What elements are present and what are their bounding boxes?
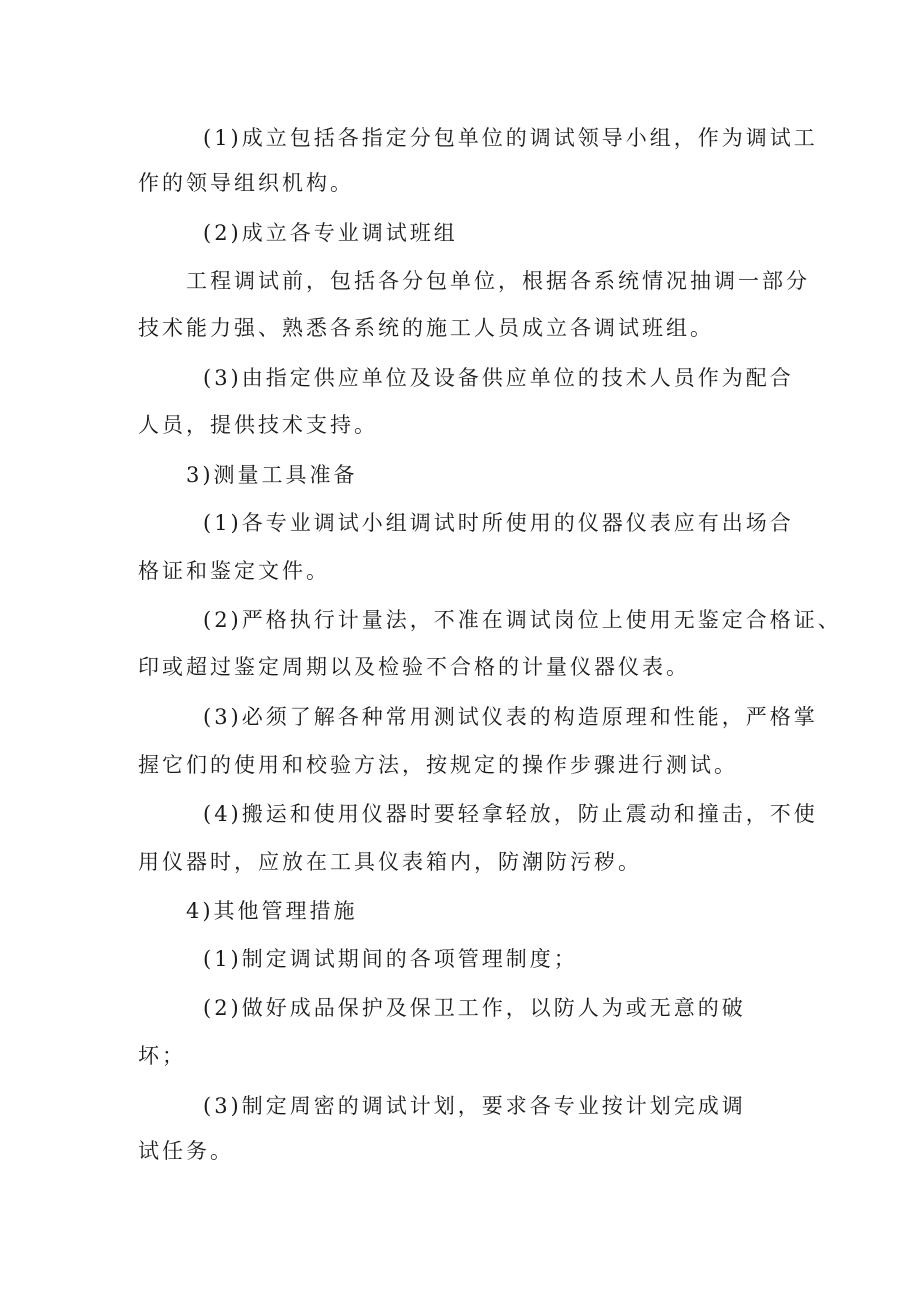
text-line: 用仪器时，应放在工具仪表箱内，防潮防污秽。 — [138, 850, 642, 874]
text-line: 握它们的使用和校验方法，按规定的操作步骤进行测试。 — [138, 753, 738, 777]
text-line: (3)制定周密的调试计划，要求各专业按计划完成调 — [203, 1094, 746, 1118]
text-line: (1)成立包括各指定分包单位的调试领导小组，作为调试工 — [203, 126, 818, 150]
text-line: (2)成立各专业调试班组 — [203, 221, 458, 245]
text-line: 工程调试前，包括各分包单位，根据各系统情况抽调一部分 — [186, 269, 810, 293]
text-line: (4)搬运和使用仪器时要轻拿轻放，防止震动和撞击，不使 — [203, 802, 818, 826]
text-line: 印或超过鉴定周期以及检验不合格的计量仪器仪表。 — [138, 655, 690, 679]
text-line: 格证和鉴定文件。 — [138, 559, 330, 583]
text-line: 坏； — [138, 1044, 186, 1068]
text-line: (1)制定调试期间的各项管理制度； — [203, 947, 578, 971]
text-line: (3)必须了解各种常用测试仪表的构造原理和性能，严格掌 — [203, 705, 818, 729]
section-heading: 4)其他管理措施 — [186, 899, 358, 923]
text-line: (3)由指定供应单位及设备供应单位的技术人员作为配合 — [203, 366, 794, 390]
text-line: (2)做好成品保护及保卫工作，以防人为或无意的破 — [203, 996, 746, 1020]
text-line: (2)严格执行计量法，不准在调试岗位上使用无鉴定合格证、 — [203, 608, 842, 632]
section-heading: 3)测量工具准备 — [186, 463, 358, 487]
text-line: 作的领导组织机构。 — [138, 171, 354, 195]
text-line: (1)各专业调试小组调试时所使用的仪器仪表应有出场合 — [203, 511, 794, 535]
text-line: 试任务。 — [138, 1139, 234, 1163]
text-line: 技术能力强、熟悉各系统的施工人员成立各调试班组。 — [138, 316, 714, 340]
text-line: 人员，提供技术支持。 — [138, 413, 378, 437]
